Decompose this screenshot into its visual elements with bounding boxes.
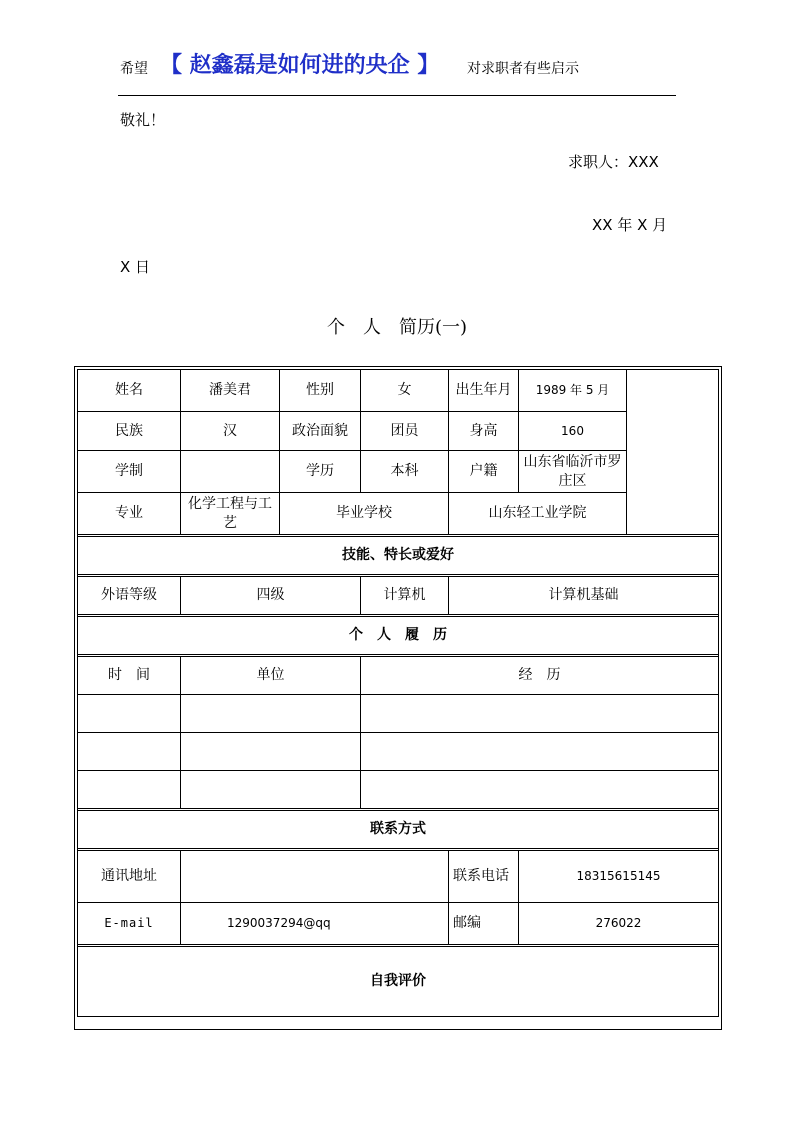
history-section-header: [78, 617, 719, 655]
address-label: 通讯地址: [78, 851, 181, 903]
photo-cell: [627, 370, 719, 535]
history-cell: [78, 733, 181, 771]
contact-section-title: 联系方式: [78, 811, 719, 849]
email-label: E-mail: [78, 903, 181, 945]
computer-label: 计算机: [361, 577, 449, 615]
letter-applicant: 求职人：XXX: [568, 153, 659, 171]
email-value: 1290037294@qq: [181, 903, 449, 945]
gender-label: 性别: [280, 370, 361, 412]
header-prefix: 希望: [120, 61, 148, 77]
self-eval-title: 自我评价: [78, 947, 719, 1017]
history-cell: [361, 733, 719, 771]
letter-date-line2: X 日: [120, 258, 151, 276]
address-value: [181, 851, 449, 903]
education-label: 学历: [280, 451, 361, 493]
history-cell: [78, 771, 181, 809]
education-value: 本科: [361, 451, 449, 493]
history-header-row: [78, 657, 719, 695]
header-divider: [118, 95, 676, 96]
schooling-label: 学制: [78, 451, 181, 493]
basic-row-2: [78, 412, 719, 451]
computer-value: 计算机基础: [449, 577, 719, 615]
language-label: 外语等级: [78, 577, 181, 615]
language-value: 四级: [181, 577, 361, 615]
height-value: 160: [519, 412, 627, 451]
history-cell: [181, 695, 361, 733]
gender-value: 女: [361, 370, 449, 412]
self-eval-section: [78, 947, 719, 1017]
school-label: 毕业学校: [280, 493, 449, 535]
history-col-time: 时 间: [78, 657, 181, 695]
political-label: 政治面貌: [280, 412, 361, 451]
history-cell: [361, 695, 719, 733]
height-label: 身高: [449, 412, 519, 451]
history-col-experience: 经 历: [361, 657, 719, 695]
history-cell: [78, 695, 181, 733]
resume-table: [77, 369, 719, 1017]
ethnicity-label: 民族: [78, 412, 181, 451]
major-label: 专业: [78, 493, 181, 535]
ethnicity-value: 汉: [181, 412, 280, 451]
history-cell: [181, 771, 361, 809]
school-value: 山东轻工业学院: [449, 493, 627, 535]
name-label: 姓名: [78, 370, 181, 412]
hukou-value: 山东省临沂市罗庄区: [519, 451, 627, 493]
contact-row-2: [78, 903, 719, 945]
history-cell: [361, 771, 719, 809]
header-suffix: 对求职者有些启示: [467, 61, 579, 77]
major-value: 化学工程与工艺: [181, 493, 280, 535]
schooling-value: [181, 451, 280, 493]
header-title: 【 赵鑫磊是如何进的央企 】: [160, 52, 440, 78]
phone-value: 18315615145: [519, 851, 719, 903]
history-row: [78, 771, 719, 809]
letter-salutation: 敬礼！: [120, 111, 166, 129]
contact-row-1: [78, 851, 719, 903]
birth-value: 1989 年 5 月: [519, 370, 627, 412]
history-section-title: 个 人 履 历: [78, 617, 719, 655]
history-col-unit: 单位: [181, 657, 361, 695]
basic-row-3: [78, 451, 719, 493]
name-value: 潘美君: [181, 370, 280, 412]
letter-date-line1: XX 年 X 月: [592, 216, 668, 234]
birth-label: 出生年月: [449, 370, 519, 412]
history-row: [78, 733, 719, 771]
postcode-value: 276022: [519, 903, 719, 945]
political-value: 团员: [361, 412, 449, 451]
skills-section-header: [78, 537, 719, 575]
hukou-label: 户籍: [449, 451, 519, 493]
history-cell: [181, 733, 361, 771]
phone-label: 联系电话: [449, 851, 519, 903]
skills-row: [78, 577, 719, 615]
basic-row-1: [78, 370, 719, 412]
postcode-label: 邮编: [449, 903, 519, 945]
skills-section-title: 技能、特长或爱好: [78, 537, 719, 575]
history-row: [78, 695, 719, 733]
resume-title: 个 人 简历(一): [326, 317, 468, 338]
basic-row-4: [78, 493, 719, 535]
contact-section-header: [78, 811, 719, 849]
